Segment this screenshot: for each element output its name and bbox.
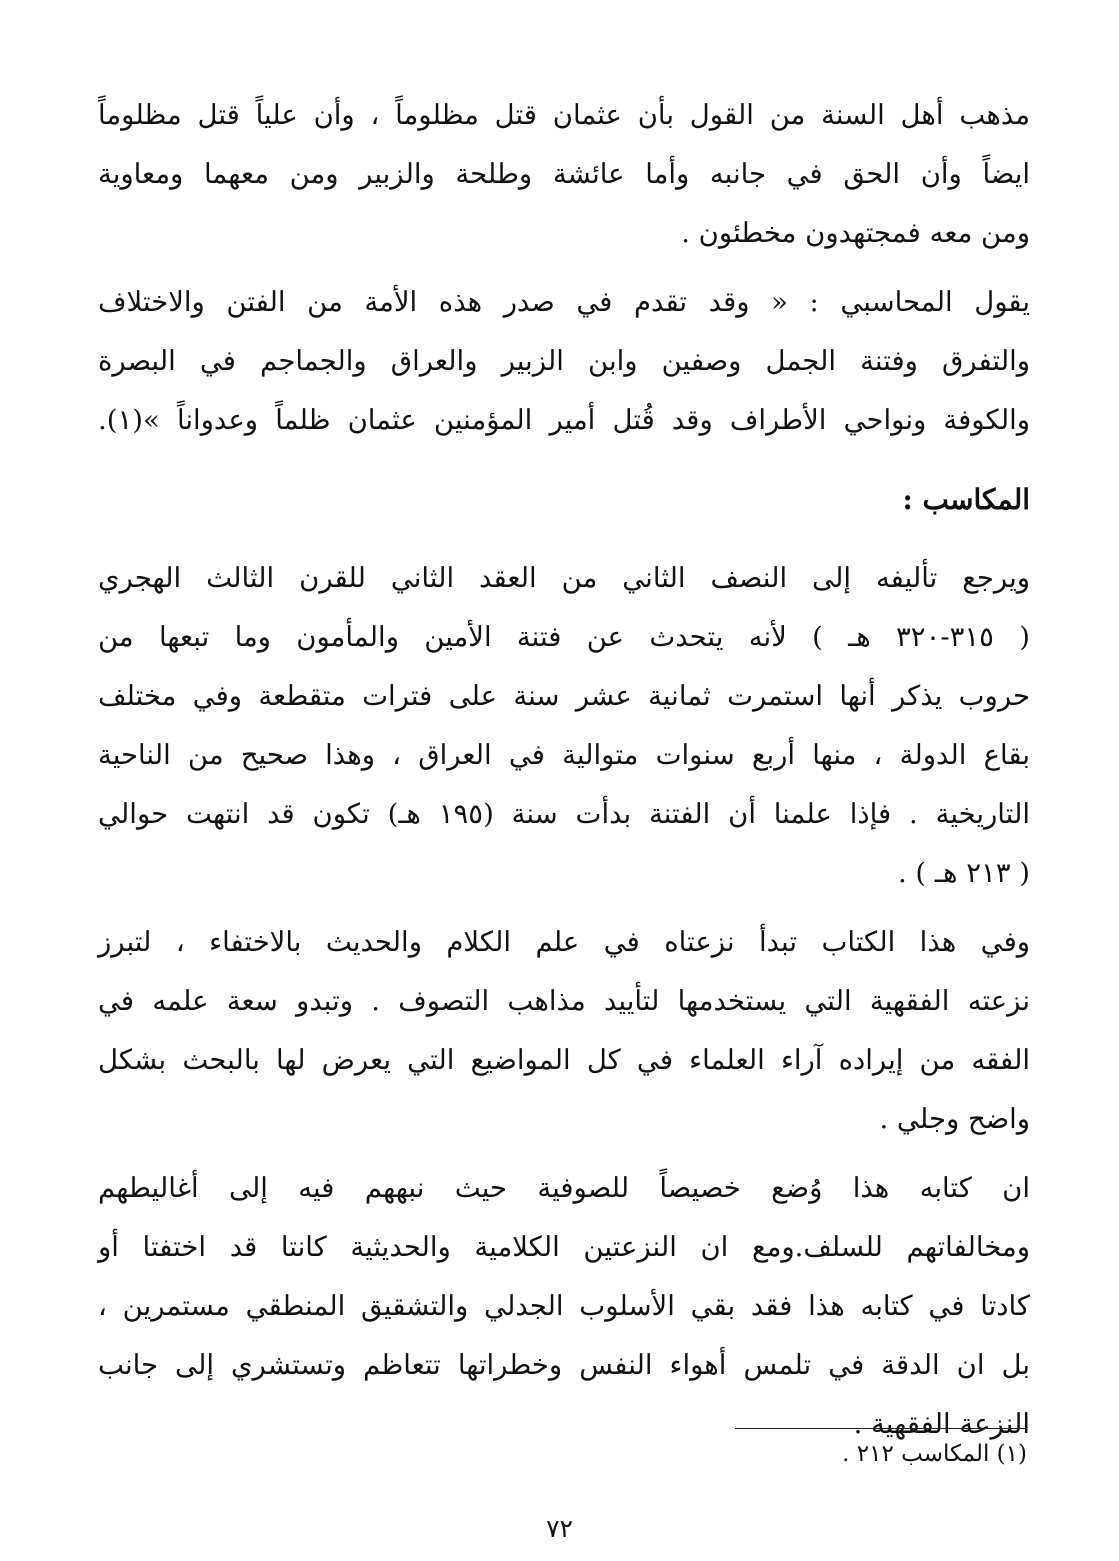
paragraph-2-quote xyxy=(98,273,1030,450)
text-line: بل ان الدقة في تلمس أهواء النفس وخطراتها تتعاظم وتستشري إلى جانب xyxy=(98,1349,1030,1381)
paragraph-4 xyxy=(98,913,1030,1149)
page-number: ٧٢ xyxy=(546,1514,573,1543)
paragraph-3 xyxy=(98,549,1030,903)
text-line: ويرجع تأليفه إلى النصف الثاني من العقد الثاني للقرن الثالث الهجري xyxy=(98,562,1030,594)
text-line: ( ٣١٥-٣٢٠ هـ ) لأنه يتحدث عن فتنة الأمين والمأمون وما تبعها من xyxy=(98,621,1030,653)
text-line: وفي هذا الكتاب تبدأ نزعتاه في علم الكلام والحديث بالاختفاء ، لتبرز xyxy=(98,926,1030,958)
footnote-divider xyxy=(735,1428,1027,1429)
text-line: يقول المحاسبي : « وقد تقدم في صدر هذه الأمة من الفتن والاختلاف xyxy=(98,286,1030,318)
text-line: حروب يذكر أنها استمرت ثمانية عشر سنة على فترات متقطعة وفي مختلف xyxy=(98,680,1030,712)
text-line: والتفرق وفتنة الجمل وصفين وابن الزبير والعراق والجماجم في البصرة xyxy=(98,345,1030,377)
text-line: ومخالفاتهم للسلف.ومع ان النزعتين الكلامية والحديثية كانتا قد اختفتا أو xyxy=(98,1231,1030,1263)
page-body xyxy=(98,86,1030,1454)
text-line: والكوفة ونواحي الأطراف وقد قُتل أمير المؤمنين عثمان ظلماً وعدواناً »(١). xyxy=(98,404,1030,436)
text-line: بقاع الدولة ، منها أربع سنوات متوالية في العراق ، وهذا صحيح من الناحية xyxy=(98,739,1030,771)
paragraph-5 xyxy=(98,1159,1030,1454)
text-line: التاريخية . فإذا علمنا أن الفتنة بدأت سنة (١٩٥ هـ) تكون قد انتهت حوالي xyxy=(98,798,1030,830)
text-line: ومن معه فمجتهدون مخطئون . xyxy=(681,217,1030,249)
paragraph-1 xyxy=(98,86,1030,263)
text-line: النزعة الفقهية . xyxy=(853,1408,1030,1440)
text-line: ايضاً وأن الحق في جانبه وأما عائشة وطلحة والزبير ومن معهما ومعاوية xyxy=(98,158,1030,190)
footnote: (١) المكاسب ٢١٢ . xyxy=(842,1441,1027,1467)
text-line: كادتا في كتابه هذا فقد بقي الأسلوب الجدلي والتشقيق المنطقي مستمرين ، xyxy=(98,1290,1030,1322)
text-line: واضح وجلي . xyxy=(879,1103,1030,1135)
section-heading: المكاسب : xyxy=(902,483,1030,516)
text-line: ( ٢١٣ هـ ) . xyxy=(897,857,1030,889)
text-line: نزعته الفقهية التي يستخدمها لتأييد مذاهب التصوف . وتبدو سعة علمه في xyxy=(98,985,1030,1017)
text-line: ان كتابه هذا وُضع خصيصاً للصوفية حيث نبههم فيه إلى أغاليطهم xyxy=(98,1172,1030,1204)
text-line: الفقه من إيراده آراء العلماء في كل المواضيع التي يعرض لها بالبحث بشكل xyxy=(98,1044,1030,1076)
text-line: مذهب أهل السنة من القول بأن عثمان قتل مظلوماً ، وأن علياً قتل مظلوماً xyxy=(98,99,1030,131)
